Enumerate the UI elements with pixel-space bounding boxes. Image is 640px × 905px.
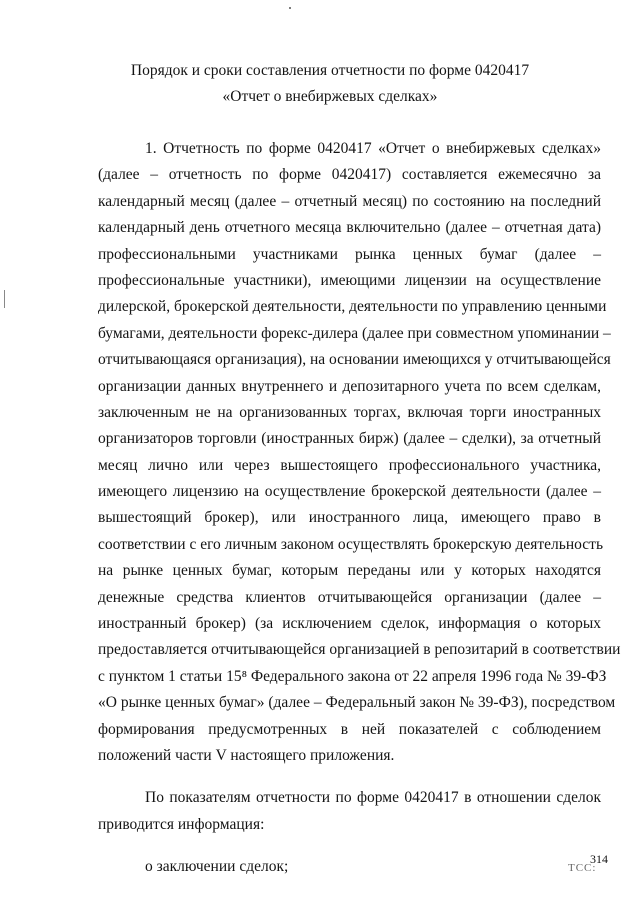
paragraph-2-line: приводится информация: xyxy=(98,815,265,833)
paragraph-1-line: отчитывающаяся организация), на основании имеющихся у отчитывающейся xyxy=(98,351,611,369)
paragraph-1-line: бумагами, деятельности форекс-дилера (далее при совместном упоминании – xyxy=(98,324,611,342)
paragraph-1-line: календарный месяц (далее – отчетный месяц) по состоянию на последний xyxy=(98,192,601,210)
paragraph-1-line: профессиональные участники), имеющими лицензии на осуществление xyxy=(98,271,601,289)
document-title xyxy=(100,58,560,110)
paragraph-1-line: вышестоящий брокер), или иностранного лица, имеющего право в xyxy=(98,509,601,527)
paragraph-1-line: положений части V настоящего приложения. xyxy=(98,746,395,764)
paragraph-1-line: профессиональными участниками рынка ценных бумаг (далее – xyxy=(98,245,601,263)
title-line-2: «Отчет о внебиржевых сделках» xyxy=(222,88,438,105)
paragraph-1-line: заключенным не на организованных торгах, включая торги иностранных xyxy=(98,403,601,421)
paragraph-1-line: «О рынке ценных бумаг» (далее – Федеральный закон № 39-ФЗ), посредством xyxy=(98,694,616,712)
stamp-mark: ТСС: xyxy=(568,862,597,874)
paragraph-1-line: организаторов торговли (иностранных бирж) (далее – сделки), за отчетный xyxy=(98,430,601,448)
paragraph-1-line: с пунктом 1 статьи 15⁸ Федерального закона от 22 апреля 1996 года № 39-ФЗ xyxy=(98,667,607,685)
paragraph-1-line: дилерской, брокерской деятельности, деятельности по управлению ценными xyxy=(98,298,607,316)
paragraph-1-line: имеющего лицензию на осуществление брокерской деятельности (далее – xyxy=(98,483,601,501)
paragraph-1-line: (далее – отчетность по форме 0420417) составляется ежемесячно за xyxy=(98,166,601,184)
paragraph-3 xyxy=(98,854,601,880)
paragraph-gap xyxy=(98,769,601,785)
paragraph-1-line: денежные средства клиентов отчитывающейся организации (далее – xyxy=(98,588,601,606)
paragraph-1-line: на рынке ценных бумаг, которым переданы или у которых находятся xyxy=(98,562,601,580)
document-body xyxy=(98,136,621,881)
title-line-1: Порядок и сроки составления отчетности по форме 0420417 xyxy=(130,62,530,79)
paragraph-1-line: 1. Отчетность по форме 0420417 «Отчет о внебиржевых сделках» xyxy=(145,140,601,157)
paragraph-1-line: формирования предусмотренных в ней показателей с соблюдением xyxy=(98,720,601,738)
paragraph-1 xyxy=(98,136,621,769)
paragraph-gap xyxy=(98,838,601,854)
paragraph-2 xyxy=(98,785,601,838)
paragraph-2-line: По показателям отчетности по форме 0420417 в отношении сделок xyxy=(145,789,601,807)
paragraph-1-line: месяц лично или через вышестоящего профессионального участника, xyxy=(98,456,601,474)
paragraph-1-line: соответствии с его личным законом осуществлять брокерскую деятельность xyxy=(98,535,604,553)
paragraph-1-line: предоставляется отчитывающейся организацией в репозитарий в соответствии xyxy=(98,641,621,659)
paragraph-3-line: о заключении сделок; xyxy=(145,858,289,876)
paragraph-1-line: организации данных внутреннего и депозитарного учета по всем сделкам, xyxy=(98,377,601,395)
paragraph-1-line: календарный день отчетного месяца включительно (далее – отчетная дата) xyxy=(98,219,601,237)
page-number: 314 xyxy=(590,852,608,866)
paragraph-1-line: иностранный брокер) (за исключением сделок, информация о которых xyxy=(98,615,601,633)
margin-mark xyxy=(4,290,5,308)
scan-dot xyxy=(289,7,291,9)
